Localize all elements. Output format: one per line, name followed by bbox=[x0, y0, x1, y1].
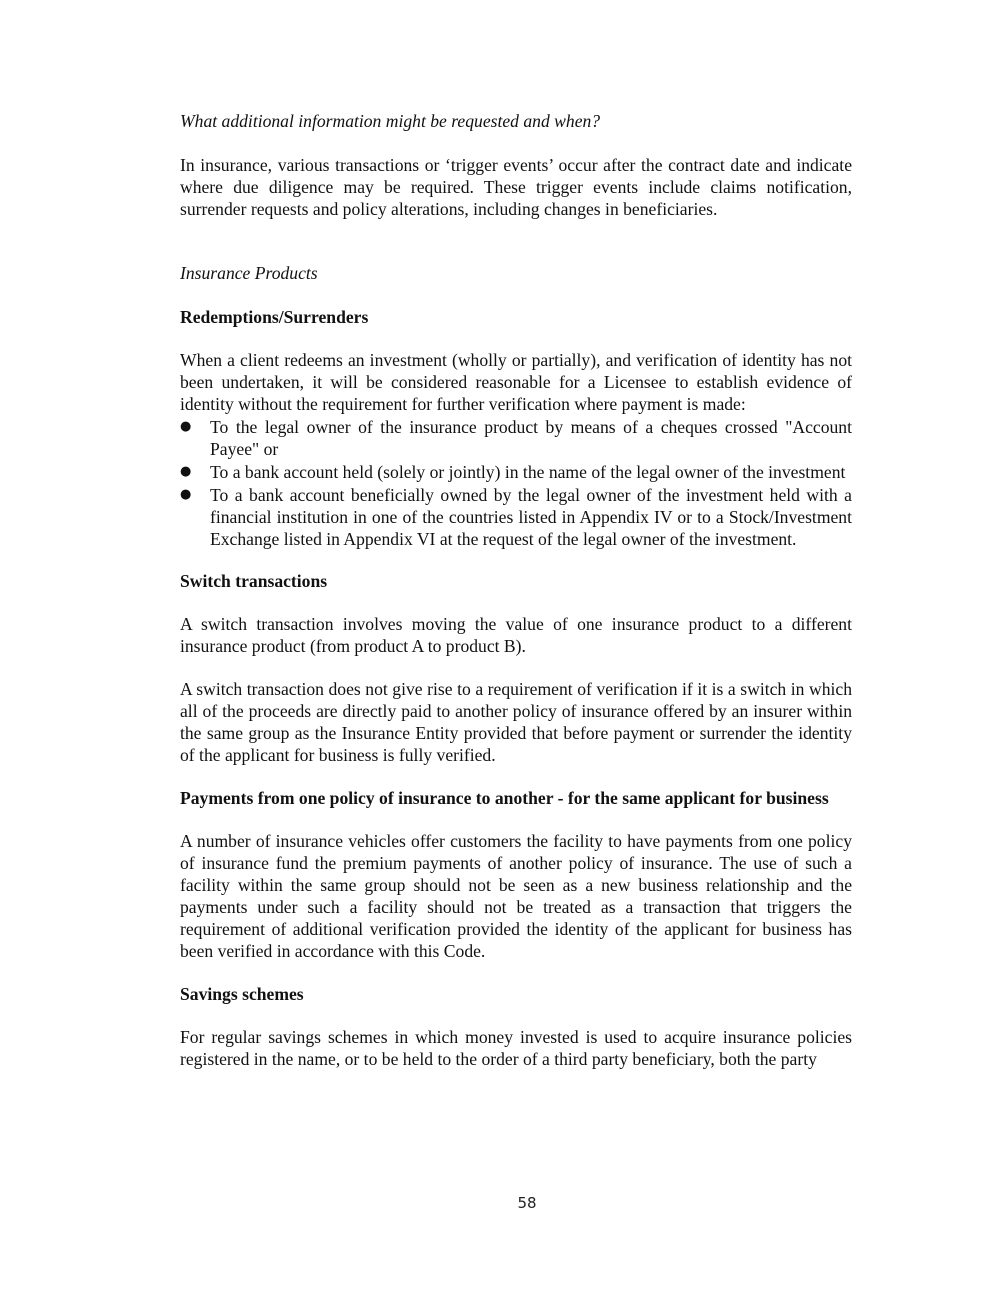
page-number: 58 bbox=[517, 1194, 537, 1212]
switch-heading: Switch transactions bbox=[180, 571, 328, 591]
payments-heading: Payments from one policy of insurance to another - for the same applicant for business bbox=[180, 788, 829, 808]
list-item-text: To a bank account held (solely or jointly) in the name of the legal owner of the investment bbox=[210, 462, 846, 482]
redemptions-heading: Redemptions/Surrenders bbox=[180, 307, 369, 327]
bullet-icon: ● bbox=[180, 487, 192, 502]
redemptions-paragraph: When a client redeems an investment (wholly or partially), and verification of identity has not been undertaken, it will be considered reasonable for a Licensee to establish evidence of identity without the requirement for further verification where payment is made: bbox=[180, 350, 852, 414]
payments-paragraph: A number of insurance vehicles offer customers the facility to have payments from one policy of insurance fund the premium payments of another policy of insurance. The use of such a facility within the same group should not be seen as a new business relationship and the payments under such a facility should not be treated as a transaction that triggers the requirement of additional verification provided the identity of the applicant for business has been verified in accordance with this Code. bbox=[180, 831, 852, 961]
list-item bbox=[180, 484, 852, 550]
bullet-icon: ● bbox=[180, 419, 192, 434]
redemptions-bullet-list bbox=[180, 416, 852, 550]
savings-paragraph: For regular savings schemes in which money invested is used to acquire insurance policies registered in the name, or to be held to the order of a third party beneficiary, both the party bbox=[180, 1027, 852, 1069]
section-heading: Insurance Products bbox=[180, 263, 318, 283]
list-item-text: To a bank account beneficially owned by the legal owner of the investment held with a financial institution in one of the countries listed in Appendix IV or to a Stock/Investment Exchange listed in Appendix VI at the request of the legal owner of the investment. bbox=[210, 485, 852, 549]
intro-paragraph: In insurance, various transactions or ‘trigger events’ occur after the contract date and indicate where due diligence may be required. These trigger events include claims notification, surrender requests and policy alterations, including changes in beneficiaries. bbox=[180, 155, 852, 219]
question-heading: What additional information might be requested and when? bbox=[180, 111, 601, 131]
switch-paragraph-2: A switch transaction does not give rise to a requirement of verification if it is a switch in which all of the proceeds are directly paid to another policy of insurance offered by an insurer within the same group as the Insurance Entity provided that before payment or surrender the identity of the applicant for business is fully verified. bbox=[180, 679, 852, 765]
document-page bbox=[180, 110, 852, 1091]
list-item bbox=[180, 461, 852, 483]
bullet-icon: ● bbox=[180, 464, 192, 479]
list-item-text: To the legal owner of the insurance product by means of a cheques crossed "Account Payee" or bbox=[210, 417, 852, 459]
switch-paragraph-1: A switch transaction involves moving the value of one insurance product to a different insurance product (from product A to product B). bbox=[180, 614, 852, 656]
list-item bbox=[180, 416, 852, 460]
savings-heading: Savings schemes bbox=[180, 984, 304, 1004]
